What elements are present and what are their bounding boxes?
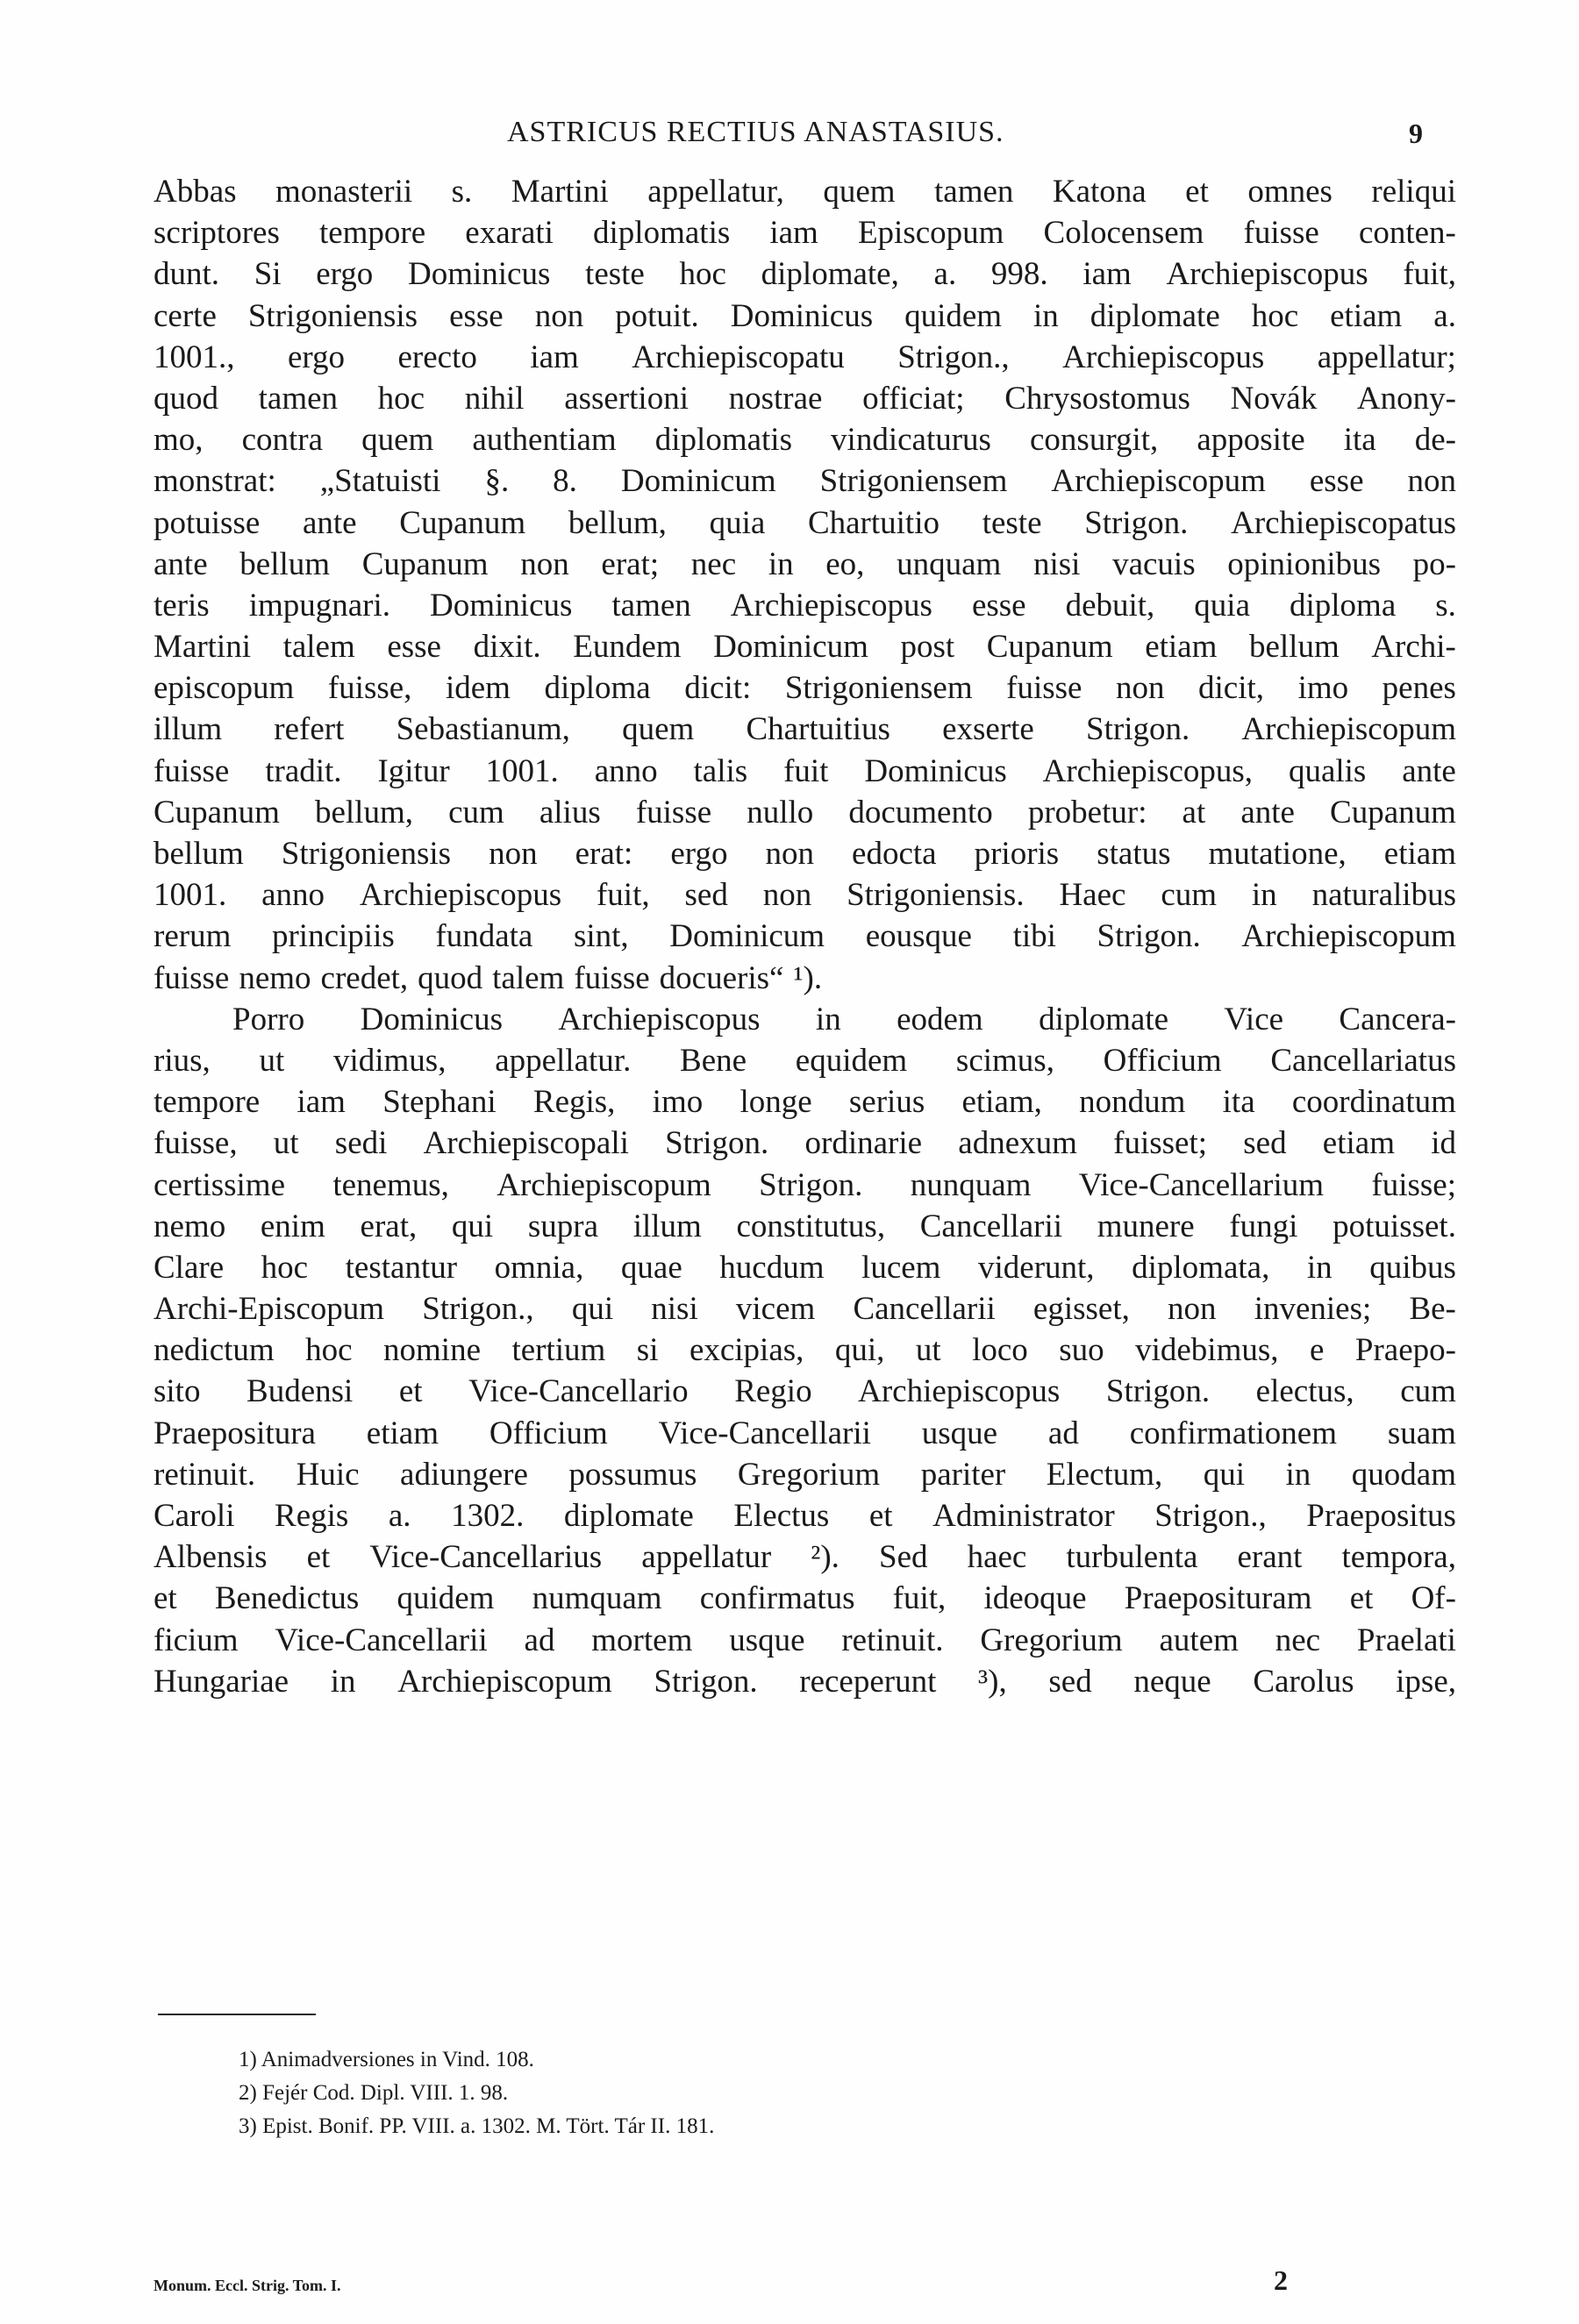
text-line: mo, contra quem authentiam diplomatis vindicaturus consurgit, apposite ita de- — [154, 422, 1456, 459]
text-line: nedictum hoc nomine tertium si excipias, qui, ut loco suo videbimus, e Praepo- — [154, 1332, 1456, 1369]
text-line: fuisse, ut sedi Archiepiscopali Strigon. ordinarie adnexum fuisset; sed etiam id — [154, 1125, 1456, 1162]
page-number: 9 — [1409, 118, 1423, 149]
text-line: certe Strigoniensis esse non potuit. Dominicus quidem in diplomate hoc etiam a. — [154, 297, 1456, 334]
printer-signature: Monum. Eccl. Strig. Tom. I. — [154, 2277, 341, 2294]
text-line: Abbas monasterii s. Martini appellatur, quem tamen Katona et omnes reliqui — [154, 174, 1456, 210]
text-line: Hungariae in Archiepiscopum Strigon. receperunt ³), sed neque Carolus ipse, — [154, 1663, 1456, 1700]
text-line: fuisse nemo credet, quod talem fuisse docueris“ ¹). — [154, 959, 823, 996]
text-line: ficium Vice-Cancellarii ad mortem usque retinuit. Gregorium autem nec Praelati — [154, 1622, 1456, 1658]
text-line: Albensis et Vice-Cancellarius appellatur ²). Sed haec turbulenta erant tempora, — [154, 1539, 1456, 1576]
text-line: bellum Strigoniensis non erat: ergo non edocta prioris status mutatione, etiam — [154, 836, 1456, 872]
footnotes — [239, 2043, 714, 2143]
text-line: et Benedictus quidem numquam confirmatus fuit, ideoque Praeposituram et Of- — [154, 1580, 1456, 1617]
text-line: 1001. anno Archiepiscopus fuit, sed non Strigoniensis. Haec cum in naturalibus — [154, 877, 1456, 914]
text-line: Caroli Regis a. 1302. diplomate Electus et Administrator Strigon., Praepositus — [154, 1498, 1456, 1534]
text-line: Clare hoc testantur omnia, quae hucdum lucem viderunt, diplomata, in quibus — [154, 1249, 1456, 1286]
text-line: Martini talem esse dixit. Eundem Dominicum post Cupanum etiam bellum Archi- — [154, 629, 1456, 666]
text-line: episcopum fuisse, idem diploma dicit: Strigoniensem fuisse non dicit, imo penes — [154, 670, 1456, 707]
text-line: certissime tenemus, Archiepiscopum Strigon. nunquam Vice-Cancellarium fuisse; — [154, 1166, 1456, 1203]
text-line: nemo enim erat, qui supra illum constitutus, Cancellarii munere fungi potuisset. — [154, 1208, 1456, 1244]
body-text — [154, 171, 1456, 1702]
text-line: Cupanum bellum, cum alius fuisse nullo documento probetur: at ante Cupanum — [154, 794, 1456, 831]
text-line: sito Budensi et Vice-Cancellario Regio Archiepiscopus Strigon. electus, cum — [154, 1373, 1456, 1410]
text-line: quod tamen hoc nihil assertioni nostrae officiat; Chrysostomus Novák Anony- — [154, 380, 1456, 417]
running-title: ASTRICUS RECTIUS ANASTASIUS. — [507, 116, 1004, 148]
text-line: tempore iam Stephani Regis, imo longe serius etiam, nondum ita coordinatum — [154, 1084, 1456, 1121]
text-line: Porro Dominicus Archiepiscopus in eodem diplomate Vice Cancera- — [232, 1001, 1456, 1037]
text-line: retinuit. Huic adiungere possumus Gregorium pariter Electum, qui in quodam — [154, 1456, 1456, 1493]
text-line: illum refert Sebastianum, quem Chartuitius exserte Strigon. Archiepiscopum — [154, 711, 1456, 748]
text-line: Praepositura etiam Officium Vice-Cancellarii usque ad confirmationem suam — [154, 1415, 1456, 1451]
text-line: scriptores tempore exarati diplomatis iam Episcopum Colocensem fuisse conten- — [154, 215, 1456, 252]
text-line: Archi-Episcopum Strigon., qui nisi vicem Cancellarii egisset, non invenies; Be- — [154, 1291, 1456, 1328]
text-line: 1001., ergo erecto iam Archiepiscopatu Strigon., Archiepiscopus appellatur; — [154, 339, 1456, 375]
footnote-2: 2) Fejér Cod. Dipl. VIII. 1. 98. — [239, 2081, 509, 2105]
footnote-divider — [158, 2014, 316, 2015]
sheet-number: 2 — [1274, 2264, 1288, 2296]
text-line: potuisse ante Cupanum bellum, quia Chartuitio teste Strigon. Archiepiscopatus — [154, 504, 1456, 541]
text-line: rius, ut vidimus, appellatur. Bene equidem scimus, Officium Cancellariatus — [154, 1042, 1456, 1079]
text-line: teris impugnari. Dominicus tamen Archiepiscopus esse debuit, quia diploma s. — [154, 587, 1456, 624]
footnote-1: 1) Animadversiones in Vind. 108. — [239, 2048, 534, 2071]
running-head — [0, 116, 1579, 160]
text-line: fuisse tradit. Igitur 1001. anno talis fuit Dominicus Archiepiscopus, qualis ante — [154, 752, 1456, 789]
text-line: monstrat: „Statuisti §. 8. Dominicum Strigoniensem Archiepiscopum esse non — [154, 463, 1456, 500]
footnote-3: 3) Epist. Bonif. PP. VIII. a. 1302. M. Tört. Tár II. 181. — [239, 2114, 715, 2138]
text-line: rerum principiis fundata sint, Dominicum eousque tibi Strigon. Archiepiscopum — [154, 918, 1456, 955]
text-line: ante bellum Cupanum non erat; nec in eo, unquam nisi vacuis opinionibus po- — [154, 545, 1456, 582]
text-line: dunt. Si ergo Dominicus teste hoc diplomate, a. 998. iam Archiepiscopus fuit, — [154, 256, 1456, 293]
